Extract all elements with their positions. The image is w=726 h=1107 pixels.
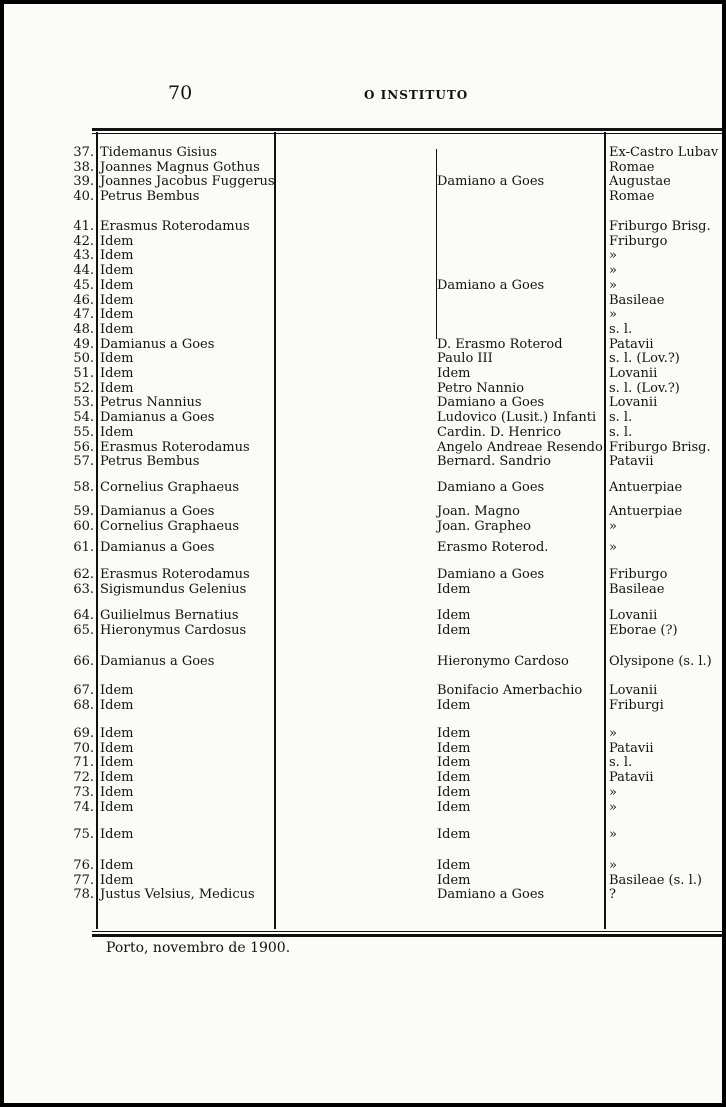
addressee: Erasmo Roterod.: [437, 540, 549, 555]
entry-number: 66.: [73, 654, 94, 669]
author-name: Damianus a Goes: [100, 654, 215, 669]
table-row: [4, 293, 722, 308]
entry-number: 75.: [73, 827, 94, 842]
author-name: Petrus Nannius: [100, 395, 202, 411]
author-name: Sigismundus Gelenius: [100, 581, 247, 597]
addressee: Damiano a Goes: [437, 480, 545, 495]
entry-number: 43.: [73, 248, 94, 264]
table-row: [4, 683, 722, 698]
table-row: [4, 337, 722, 352]
addressee: Idem: [437, 872, 471, 888]
running-title: O INSTITUTO: [364, 88, 469, 102]
table-row: [4, 567, 722, 582]
table-row: [4, 145, 722, 160]
entry-number: 47.: [73, 307, 94, 323]
entry-number: 50.: [73, 351, 94, 367]
place: s. l.: [609, 410, 633, 426]
table-row: [4, 248, 722, 263]
table-row: [4, 381, 722, 396]
table-row: [4, 887, 722, 902]
entry-number: 57.: [73, 454, 94, 470]
entry-number: 61.: [73, 540, 94, 555]
table-row: [4, 827, 722, 842]
author-name: Joannes Magnus Gothus: [100, 159, 260, 175]
addressee: Bernard. Sandrio: [437, 454, 551, 470]
author-name: Idem: [100, 248, 134, 264]
addressee: Idem: [437, 726, 471, 741]
addressee: D. Erasmo Roterod: [437, 336, 563, 352]
entry-number: 60.: [73, 518, 94, 534]
place: Basileae: [609, 292, 665, 308]
top-rule: [92, 128, 722, 131]
table-row: [4, 440, 722, 455]
author-name: Petrus Bembus: [100, 189, 200, 205]
addressee: Joan. Grapheo: [437, 518, 531, 534]
entry-number: 62.: [73, 567, 94, 582]
place: Romae: [609, 159, 655, 175]
addressee: Damiano a Goes: [437, 395, 545, 411]
place: s. l. (Lov.?): [609, 351, 680, 367]
place: »: [609, 277, 617, 293]
entry-number: 54.: [73, 410, 94, 426]
table-row: [4, 425, 722, 440]
addressee: Cardin. D. Henrico: [437, 424, 562, 440]
addressee: Idem: [437, 784, 471, 800]
addressee: Joan. Magno: [437, 504, 521, 519]
entry-number: 74.: [73, 799, 94, 815]
table-row: [4, 263, 722, 278]
entry-number: 42.: [73, 233, 94, 249]
entry-number: 46.: [73, 292, 94, 308]
table-row: [4, 219, 722, 234]
author-name: Idem: [100, 697, 134, 713]
addressee: Damiano a Goes: [437, 174, 545, 190]
entry-number: 59.: [73, 504, 94, 519]
author-name: Idem: [100, 683, 134, 698]
table-row: [4, 189, 722, 204]
table-row: [4, 454, 722, 469]
table-row: [4, 395, 722, 410]
entry-number: 78.: [73, 887, 94, 903]
author-name: Idem: [100, 366, 134, 381]
addressee: Damiano a Goes: [437, 887, 545, 903]
place: Antuerpiae: [609, 480, 683, 495]
place: Patavii: [609, 336, 654, 352]
author-name: Cornelius Graphaeus: [100, 480, 240, 495]
author-name: Petrus Bembus: [100, 454, 200, 470]
author-name: Guilielmus Bernatius: [100, 608, 239, 623]
table-row: [4, 726, 722, 741]
page-number: 70: [168, 82, 193, 104]
author-name: Idem: [100, 784, 134, 800]
place: Augustae: [609, 174, 671, 190]
entry-number: 76.: [73, 858, 94, 873]
place: Eborae (?): [609, 622, 678, 638]
addressee: Bonifacio Amerbachio: [437, 683, 583, 698]
addressee: Idem: [437, 799, 471, 815]
place: Friburgi: [609, 697, 664, 713]
entry-number: 51.: [73, 366, 94, 381]
place: s. l.: [609, 424, 633, 440]
author-name: Erasmus Roterodamus: [100, 439, 250, 455]
place: Lovanii: [609, 366, 658, 381]
entry-number: 45.: [73, 277, 94, 293]
addressee: Idem: [437, 581, 471, 597]
entry-number: 48.: [73, 321, 94, 337]
author-name: Damianus a Goes: [100, 410, 215, 426]
table-row: [4, 582, 722, 597]
table-row: [4, 504, 722, 519]
addressee: Idem: [437, 740, 471, 756]
entry-number: 58.: [73, 480, 94, 495]
addressee: Idem: [437, 755, 471, 771]
entry-number: 77.: [73, 872, 94, 888]
author-name: Idem: [100, 321, 134, 337]
place: Patavii: [609, 770, 654, 786]
author-name: Idem: [100, 799, 134, 815]
table-row: [4, 698, 722, 713]
table-row: [4, 623, 722, 638]
entry-number: 68.: [73, 697, 94, 713]
place: Basileae: [609, 581, 665, 597]
author-name: Erasmus Roterodamus: [100, 567, 250, 582]
table-row: [4, 858, 722, 873]
table-row: [4, 540, 722, 555]
addressee: Idem: [437, 366, 471, 381]
entry-number: 41.: [73, 219, 94, 234]
place: »: [609, 307, 617, 323]
addressee: Idem: [437, 608, 471, 623]
table-row: [4, 519, 722, 534]
place: »: [609, 540, 617, 555]
place: »: [609, 858, 617, 873]
entry-number: 40.: [73, 189, 94, 205]
place: »: [609, 518, 617, 534]
table-row: [4, 351, 722, 366]
author-name: Idem: [100, 770, 134, 786]
addressee: Petro Nannio: [437, 380, 525, 396]
entry-number: 38.: [73, 159, 94, 175]
table-row: [4, 873, 722, 888]
entry-number: 72.: [73, 770, 94, 786]
place: s. l. (Lov.?): [609, 380, 680, 396]
entry-number: 73.: [73, 784, 94, 800]
author-name: Idem: [100, 351, 134, 367]
bottom-rule: [92, 934, 722, 937]
author-name: Idem: [100, 380, 134, 396]
table-row: [4, 770, 722, 785]
addressee: Idem: [437, 858, 471, 873]
place: Basileae (s. l.): [609, 872, 702, 888]
author-name: Idem: [100, 872, 134, 888]
place: Friburgo Brisg.: [609, 219, 711, 234]
place: Ex-Castro Lubav: [609, 145, 719, 160]
table-row: [4, 755, 722, 770]
place: Friburgo: [609, 567, 668, 582]
entry-number: 52.: [73, 380, 94, 396]
place: Lovanii: [609, 683, 658, 698]
entry-number: 44.: [73, 263, 94, 279]
place: »: [609, 784, 617, 800]
author-name: Idem: [100, 827, 134, 842]
entry-number: 39.: [73, 174, 94, 190]
addressee: Paulo III: [437, 351, 493, 367]
table-row: [4, 234, 722, 249]
author-name: Damianus a Goes: [100, 336, 215, 352]
place: »: [609, 263, 617, 279]
table-row: [4, 366, 722, 381]
table-row: [4, 741, 722, 756]
author-name: Idem: [100, 424, 134, 440]
table-row: [4, 654, 722, 669]
addressee: Angelo Andreae Resendo: [437, 439, 603, 455]
table-row: [4, 174, 722, 189]
author-name: Idem: [100, 858, 134, 873]
top-rule-thin: [92, 133, 722, 134]
addressee: Hieronymo Cardoso: [437, 654, 569, 669]
place: Lovanii: [609, 395, 658, 411]
entry-number: 49.: [73, 336, 94, 352]
place: Patavii: [609, 740, 654, 756]
place: Friburgo Brisg.: [609, 439, 711, 455]
entry-number: 55.: [73, 424, 94, 440]
entry-number: 71.: [73, 755, 94, 771]
author-name: Cornelius Graphaeus: [100, 518, 240, 534]
addressee: Idem: [437, 770, 471, 786]
place: Friburgo: [609, 233, 668, 249]
table-row: [4, 307, 722, 322]
place: »: [609, 726, 617, 741]
author-name: Idem: [100, 263, 134, 279]
author-name: Idem: [100, 233, 134, 249]
place: Antuerpiae: [609, 504, 683, 519]
place: Patavii: [609, 454, 654, 470]
entry-number: 70.: [73, 740, 94, 756]
entry-number: 53.: [73, 395, 94, 411]
place: s. l.: [609, 321, 633, 337]
entry-number: 69.: [73, 726, 94, 741]
author-name: Damianus a Goes: [100, 540, 215, 555]
author-name: Damianus a Goes: [100, 504, 215, 519]
entry-number: 37.: [73, 145, 94, 160]
entry-number: 65.: [73, 622, 94, 638]
author-name: Idem: [100, 307, 134, 323]
bottom-rule-thin: [92, 931, 722, 932]
addressee: Idem: [437, 827, 471, 842]
addressee: Idem: [437, 697, 471, 713]
author-name: Idem: [100, 740, 134, 756]
table-row: [4, 608, 722, 623]
footer-signature: Porto, novembro de 1900.: [106, 940, 291, 956]
addressee: Damiano a Goes: [437, 277, 545, 293]
author-name: Erasmus Roterodamus: [100, 219, 250, 234]
place: »: [609, 248, 617, 264]
author-name: Idem: [100, 755, 134, 771]
entry-number: 64.: [73, 608, 94, 623]
author-name: Hieronymus Cardosus: [100, 622, 247, 638]
place: Lovanii: [609, 608, 658, 623]
author-name: Tidemanus Gisius: [100, 145, 217, 160]
entry-number: 56.: [73, 439, 94, 455]
document-page: [4, 4, 722, 1103]
place: »: [609, 827, 617, 842]
table-row: [4, 800, 722, 815]
place: Olysipone (s. l.): [609, 654, 712, 669]
addressee: Idem: [437, 622, 471, 638]
author-name: Idem: [100, 292, 134, 308]
author-name: Joannes Jacobus Fuggerus: [100, 174, 275, 190]
author-name: Justus Velsius, Medicus: [100, 887, 255, 903]
table-row: [4, 322, 722, 337]
table-row: [4, 785, 722, 800]
table-row: [4, 480, 722, 495]
place: ?: [609, 887, 616, 903]
table-row: [4, 410, 722, 425]
table-row: [4, 160, 722, 175]
entry-number: 63.: [73, 581, 94, 597]
addressee: Damiano a Goes: [437, 567, 545, 582]
addressee: Ludovico (Lusit.) Infanti: [437, 410, 597, 426]
author-name: Idem: [100, 726, 134, 741]
place: s. l.: [609, 755, 633, 771]
place: »: [609, 799, 617, 815]
entry-number: 67.: [73, 683, 94, 698]
table-row: [4, 278, 722, 293]
author-name: Idem: [100, 277, 134, 293]
place: Romae: [609, 189, 655, 205]
